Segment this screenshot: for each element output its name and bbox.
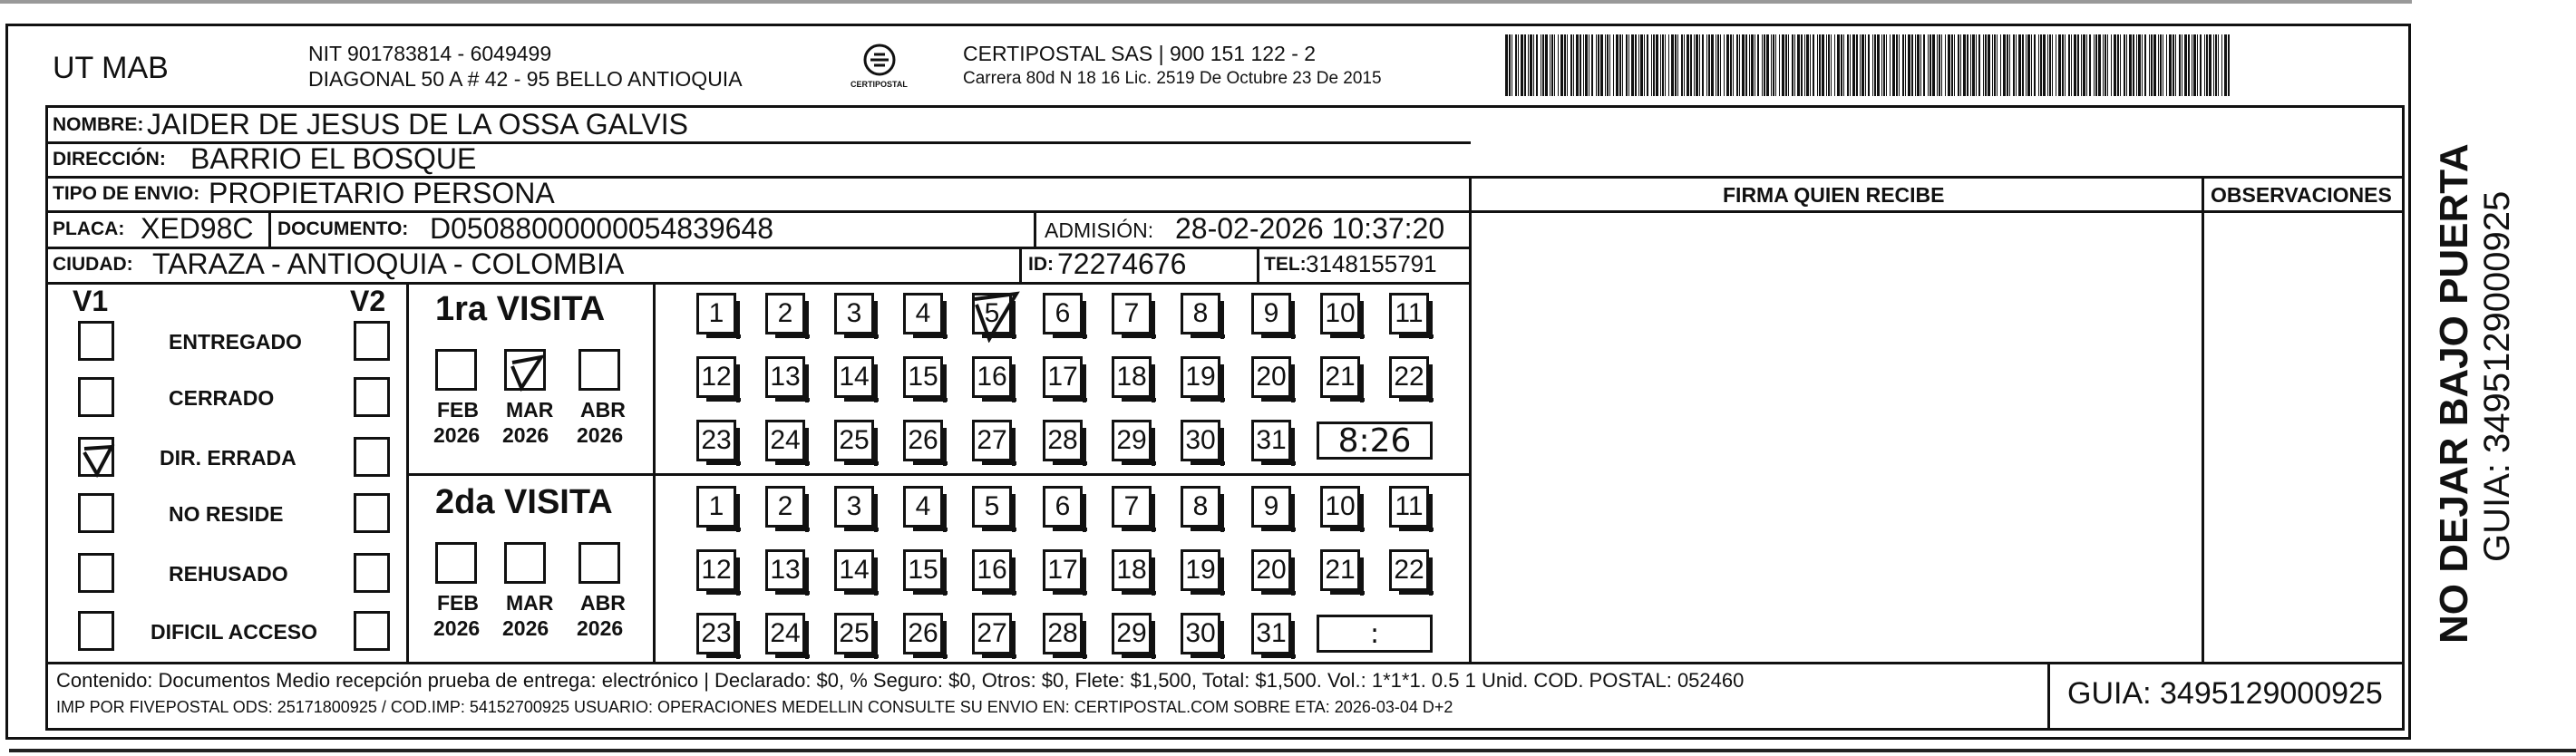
- city-label: CIUDAD:: [53, 254, 133, 275]
- day-box[interactable]: [903, 420, 943, 461]
- day-box[interactable]: [1320, 549, 1360, 591]
- footer-content-line: Contenido: Documentos Medio recepción prueba de entrega: electrónico | Declarado: $0, % Seguro: $0, Otros: $0, Flete: $1,500, Total: $1,500. Vol.: 1*1*1. 0.5 1 Unid. COD. POSTAL: 052460: [56, 669, 1745, 692]
- scan-artifact-bottom: [9, 749, 2576, 752]
- status-option-label: DIFICIL ACCESO: [151, 620, 318, 644]
- day-number: 2: [777, 298, 793, 328]
- id-value: 72274676: [1057, 247, 1187, 280]
- col-line: [1034, 210, 1036, 247]
- day-number: 27: [977, 618, 1007, 648]
- side-text-block: [2414, 127, 2568, 644]
- day-box[interactable]: [834, 293, 874, 334]
- day-number: 18: [1116, 555, 1147, 585]
- month-checkbox[interactable]: [578, 542, 620, 584]
- status-option-label: REHUSADO: [169, 562, 288, 586]
- day-number: 29: [1116, 618, 1147, 648]
- col-line: [2202, 176, 2204, 662]
- day-number: 11: [1395, 491, 1424, 521]
- courier-logo-text: CERTIPOSTAL: [851, 80, 908, 89]
- day-box[interactable]: [1043, 293, 1083, 334]
- day-box[interactable]: [765, 293, 805, 334]
- day-number: 4: [915, 491, 931, 521]
- day-box[interactable]: [1043, 356, 1083, 398]
- day-number: 25: [839, 618, 870, 648]
- day-number: 27: [977, 425, 1007, 455]
- footer-print-line: IMP POR FIVEPOSTAL ODS: 25171800925 / COD.IMP: 54152700925 USUARIO: OPERACIONES MEDELLIN CONSULTE SU ENVIO EN: CERTIPOSTAL.COM SOBRE ETA: 2026-03-04 D+2: [56, 698, 1453, 716]
- year-label: 2026: [577, 616, 624, 640]
- day-box[interactable]: [834, 549, 874, 591]
- month-checkbox[interactable]: [578, 349, 620, 391]
- day-box[interactable]: [1043, 549, 1083, 591]
- month-label: ABR: [580, 591, 626, 615]
- day-number: 7: [1123, 491, 1140, 521]
- day-number: 22: [1394, 555, 1424, 585]
- day-number: 6: [1055, 298, 1071, 328]
- name-label: NOMBRE:: [53, 114, 144, 135]
- month-checkbox[interactable]: [504, 349, 546, 391]
- day-box[interactable]: [1389, 293, 1429, 334]
- day-number: 20: [1256, 555, 1287, 585]
- col-line: [406, 282, 409, 662]
- day-box[interactable]: [1181, 293, 1220, 334]
- day-number: 12: [701, 555, 732, 585]
- second-visit-title: 2da VISITA: [435, 483, 613, 521]
- v2-checkbox[interactable]: [354, 321, 390, 361]
- month-label: MAR: [506, 398, 554, 422]
- day-box[interactable]: [696, 293, 736, 334]
- month-label: MAR: [506, 591, 554, 615]
- day-box[interactable]: [1112, 549, 1152, 591]
- year-label: 2026: [577, 423, 624, 447]
- day-box[interactable]: [834, 486, 874, 528]
- address-value: BARRIO EL BOSQUE: [190, 142, 477, 175]
- status-option-label: ENTREGADO: [169, 330, 302, 354]
- day-box[interactable]: [972, 613, 1012, 654]
- courier-logo-icon: [843, 40, 916, 98]
- day-number: 13: [770, 362, 801, 392]
- name-value: JAIDER DE JESUS DE LA OSSA GALVIS: [147, 108, 688, 141]
- v2-checkbox[interactable]: [354, 437, 390, 477]
- tel-label: TEL:: [1264, 254, 1307, 275]
- month-checkbox[interactable]: [504, 542, 546, 584]
- day-number: 5: [984, 491, 1000, 521]
- document-value: D05088000000054839648: [430, 212, 774, 245]
- courier-license: Carrera 80d N 18 16 Lic. 2519 De Octubre 23 De 2015: [963, 69, 1382, 88]
- day-number: 21: [1325, 555, 1356, 585]
- v1-checkbox[interactable]: [78, 611, 114, 651]
- scan-artifact-top: [0, 0, 2412, 4]
- day-box[interactable]: [765, 486, 805, 528]
- day-number: 30: [1185, 425, 1216, 455]
- day-box[interactable]: [1181, 613, 1220, 654]
- day-box[interactable]: [903, 356, 943, 398]
- day-number: 13: [770, 555, 801, 585]
- document-label: DOCUMENTO:: [277, 218, 409, 239]
- day-box[interactable]: [1320, 293, 1360, 334]
- row-line: [1469, 176, 2405, 179]
- day-number: 26: [908, 425, 938, 455]
- day-box[interactable]: [1251, 486, 1291, 528]
- day-number: 19: [1185, 362, 1216, 392]
- header-nit: NIT 901783814 - 6049499: [308, 42, 552, 65]
- day-box[interactable]: [903, 549, 943, 591]
- day-number: 3: [846, 298, 862, 328]
- courier-name: CERTIPOSTAL SAS | 900 151 122 - 2: [963, 42, 1317, 65]
- day-number: 24: [770, 425, 801, 455]
- plate-value: XED98C: [141, 212, 254, 245]
- day-box[interactable]: [765, 549, 805, 591]
- day-box[interactable]: [903, 613, 943, 654]
- day-box[interactable]: [1320, 486, 1360, 528]
- barcode-image: [1505, 34, 2231, 96]
- status-option-label: DIR. ERRADA: [160, 446, 296, 470]
- month-checkbox[interactable]: [435, 542, 477, 584]
- barcode-bar: [2230, 34, 2231, 96]
- day-number: 8: [1192, 491, 1209, 521]
- day-box[interactable]: [903, 293, 943, 334]
- col-line: [1257, 247, 1259, 282]
- day-number: 21: [1325, 362, 1356, 392]
- v2-checkbox[interactable]: [354, 611, 390, 651]
- day-number: 16: [977, 362, 1007, 392]
- header-left-code: UT MAB: [53, 51, 169, 85]
- tel-value: 3148155791: [1306, 250, 1437, 277]
- day-number: 18: [1116, 362, 1147, 392]
- day-number: 2: [777, 491, 793, 521]
- day-box[interactable]: [765, 356, 805, 398]
- day-number: 9: [1263, 298, 1279, 328]
- day-number: 10: [1325, 298, 1356, 328]
- day-box[interactable]: [1043, 613, 1083, 654]
- row-line: [406, 473, 1469, 476]
- day-number: 19: [1185, 555, 1216, 585]
- v1-checkbox[interactable]: [78, 377, 114, 417]
- month-label: FEB: [437, 398, 479, 422]
- signature-header: FIRMA QUIEN RECIBE: [1723, 183, 1945, 207]
- day-box[interactable]: [1389, 549, 1429, 591]
- type-label: TIPO DE ENVIO:: [53, 183, 200, 204]
- checkmark-icon: [969, 288, 1024, 343]
- admission-label: ADMISIÓN:: [1045, 218, 1154, 242]
- side-guide-text: GUIA: 3495129000925: [2477, 190, 2517, 562]
- day-number: 29: [1116, 425, 1147, 455]
- day-box[interactable]: [1112, 356, 1152, 398]
- day-number: 9: [1263, 491, 1279, 521]
- day-number: 6: [1055, 491, 1071, 521]
- day-box[interactable]: [696, 613, 736, 654]
- admission-value: 28-02-2026 10:37:20: [1175, 212, 1445, 245]
- day-number: 5: [984, 298, 1000, 328]
- day-box[interactable]: [972, 356, 1012, 398]
- day-box[interactable]: [696, 420, 736, 461]
- time-field[interactable]: 8:26: [1317, 422, 1433, 460]
- day-box[interactable]: [1181, 486, 1220, 528]
- day-number: 7: [1123, 298, 1140, 328]
- type-value: PROPIETARIO PERSONA: [209, 177, 555, 209]
- day-number: 15: [908, 555, 938, 585]
- day-number: 28: [1047, 425, 1078, 455]
- day-number: 16: [977, 555, 1007, 585]
- day-box[interactable]: [1320, 356, 1360, 398]
- day-box[interactable]: [1181, 356, 1220, 398]
- id-label: ID:: [1028, 254, 1054, 275]
- day-box[interactable]: [1112, 420, 1152, 461]
- checkmark-icon: [507, 352, 549, 393]
- day-box[interactable]: [765, 613, 805, 654]
- day-number: 4: [915, 298, 931, 328]
- day-number: 24: [770, 618, 801, 648]
- footer-guide-number: GUIA: 3495129000925: [2067, 676, 2383, 711]
- day-box[interactable]: [696, 549, 736, 591]
- day-number: 11: [1395, 298, 1424, 328]
- v2-checkbox[interactable]: [354, 493, 390, 533]
- month-checkbox[interactable]: [435, 349, 477, 391]
- v2-label: V2: [350, 285, 386, 317]
- day-box[interactable]: [972, 486, 1012, 528]
- status-option-label: NO RESIDE: [169, 502, 284, 526]
- day-box[interactable]: [696, 356, 736, 398]
- day-number: 14: [839, 555, 870, 585]
- day-number: 8: [1192, 298, 1209, 328]
- v1-checkbox[interactable]: [78, 493, 114, 533]
- day-box[interactable]: [834, 613, 874, 654]
- day-number: 31: [1256, 425, 1287, 455]
- day-box[interactable]: [1251, 613, 1291, 654]
- day-number: 12: [701, 362, 732, 392]
- v1-checkbox[interactable]: [78, 437, 114, 477]
- day-number: 14: [839, 362, 870, 392]
- plate-label: PLACA:: [53, 218, 125, 239]
- col-line: [653, 282, 656, 662]
- day-number: 26: [908, 618, 938, 648]
- day-box[interactable]: [1251, 293, 1291, 334]
- day-box[interactable]: [1112, 613, 1152, 654]
- side-warning-text: NO DEJAR BAJO PUERTA: [2432, 143, 2476, 644]
- day-number: 31: [1256, 618, 1287, 648]
- day-number: 15: [908, 362, 938, 392]
- day-number: 20: [1256, 362, 1287, 392]
- day-number: 1: [708, 491, 724, 521]
- day-box[interactable]: [1181, 549, 1220, 591]
- day-box[interactable]: [834, 356, 874, 398]
- day-box[interactable]: [1251, 549, 1291, 591]
- day-number: 23: [701, 618, 732, 648]
- day-number: 1: [708, 298, 724, 328]
- col-line: [1019, 247, 1022, 282]
- day-box[interactable]: [972, 293, 1012, 334]
- day-box[interactable]: [1181, 420, 1220, 461]
- header-address: DIAGONAL 50 A # 42 - 95 BELLO ANTIOQUIA: [308, 67, 743, 91]
- day-number: 17: [1047, 555, 1078, 585]
- year-label: 2026: [433, 423, 481, 447]
- col-line: [2047, 662, 2050, 729]
- observations-header: OBSERVACIONES: [2211, 183, 2392, 207]
- day-number: 30: [1185, 618, 1216, 648]
- v2-checkbox[interactable]: [354, 377, 390, 417]
- year-label: 2026: [433, 616, 481, 640]
- day-number: 25: [839, 425, 870, 455]
- status-option-label: CERRADO: [169, 386, 275, 410]
- v1-checkbox[interactable]: [78, 321, 114, 361]
- city-value: TARAZA - ANTIOQUIA - COLOMBIA: [152, 247, 625, 280]
- day-box[interactable]: [834, 420, 874, 461]
- day-box[interactable]: [972, 420, 1012, 461]
- first-visit-title: 1ra VISITA: [435, 290, 606, 328]
- month-label: FEB: [437, 591, 479, 615]
- year-label: 2026: [502, 423, 549, 447]
- time-field[interactable]: :: [1317, 615, 1433, 653]
- day-number: 22: [1394, 362, 1424, 392]
- day-number: 17: [1047, 362, 1078, 392]
- day-box[interactable]: [765, 420, 805, 461]
- v2-checkbox[interactable]: [354, 553, 390, 593]
- day-number: 3: [846, 491, 862, 521]
- checkmark-icon: [81, 440, 117, 480]
- col-line: [1469, 176, 1472, 662]
- v1-checkbox[interactable]: [78, 553, 114, 593]
- day-box[interactable]: [1251, 356, 1291, 398]
- day-box[interactable]: [1112, 293, 1152, 334]
- year-label: 2026: [502, 616, 549, 640]
- day-box[interactable]: [1251, 420, 1291, 461]
- day-box[interactable]: [1389, 486, 1429, 528]
- day-box[interactable]: [972, 549, 1012, 591]
- day-box[interactable]: [696, 486, 736, 528]
- day-number: 28: [1047, 618, 1078, 648]
- row-line: [45, 662, 2405, 664]
- day-box[interactable]: [903, 486, 943, 528]
- col-line: [268, 210, 271, 247]
- day-number: 10: [1325, 491, 1356, 521]
- v1-label: V1: [73, 285, 109, 317]
- address-label: DIRECCIÓN:: [53, 149, 166, 170]
- day-box[interactable]: [1043, 420, 1083, 461]
- month-label: ABR: [580, 398, 626, 422]
- day-box[interactable]: [1112, 486, 1152, 528]
- row-line: [45, 282, 1471, 285]
- day-number: 23: [701, 425, 732, 455]
- day-box[interactable]: [1389, 356, 1429, 398]
- day-box[interactable]: [1043, 486, 1083, 528]
